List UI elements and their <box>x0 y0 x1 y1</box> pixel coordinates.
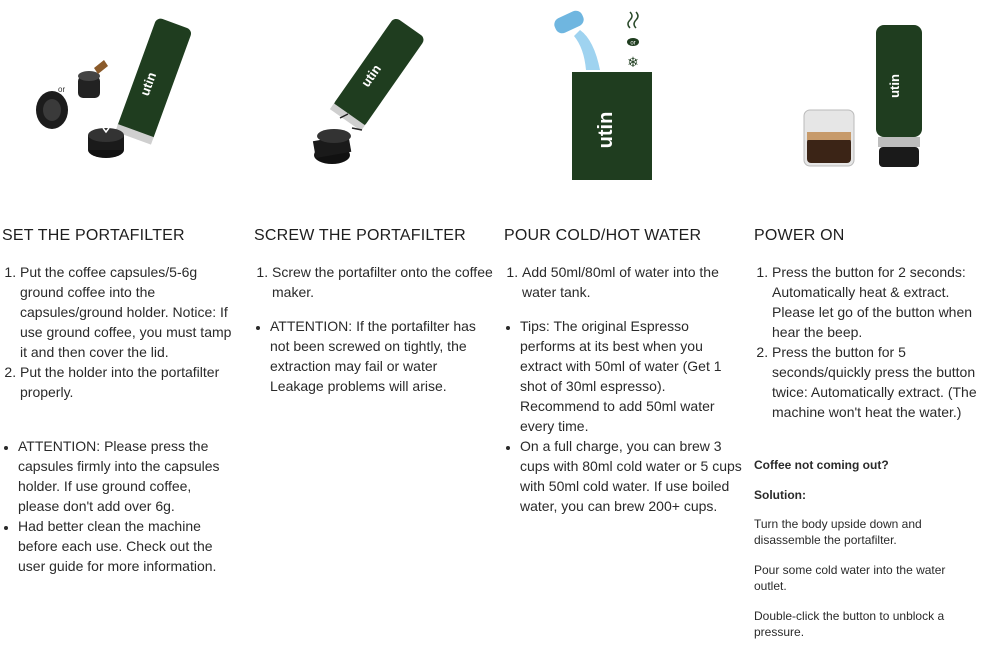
brand-logo: utin <box>595 111 617 149</box>
step-power-on <box>752 0 977 656</box>
list-item: 2. Put the holder into the portafilter properly. <box>20 362 238 402</box>
numbered-list <box>502 262 744 302</box>
numbered-list <box>252 262 494 302</box>
hot-cold-icons <box>627 12 639 71</box>
list-item: 1. Press the button for 2 seconds: Automatically heat & extract. Please let go of the button when hear the beep. <box>772 262 987 342</box>
troubleshoot-item: Pour some cold water into the water outlet. <box>754 563 946 593</box>
step-set-portafilter <box>0 0 240 656</box>
list-item: 1. Screw the portafilter onto the coffee maker. <box>272 262 494 302</box>
list-item: • Had better clean the machine before each use. Check out the user guide for more information. <box>18 516 236 576</box>
troubleshoot-solution-label: Solution: <box>754 488 806 502</box>
device-body-image <box>876 25 922 167</box>
or-label: or <box>58 85 66 94</box>
illustration-set-portafilter <box>0 0 240 200</box>
list-item: • ATTENTION: If the portafilter has not been screwed on tightly, the extraction may fail or water Leakage problems will arise. <box>270 316 492 396</box>
snowflake-icon: ❄ <box>627 55 639 71</box>
step-screw-portafilter <box>252 0 493 656</box>
svg-text:utin: utin <box>887 74 902 98</box>
troubleshoot-item: Turn the body upside down and disassemble the portafilter. <box>754 517 922 547</box>
list-item: • ATTENTION: Please press the capsules firmly into the capsules holder. If use ground coffee, please don't add over 6g. <box>18 436 236 516</box>
device-body-image <box>572 72 652 180</box>
list-item: 1. Put the coffee capsules/5-6g ground coffee into the capsules/ground holder. Notice: If use ground coffee, you must tamp it and then cover the lid. <box>20 262 238 362</box>
screw-illustration <box>252 0 487 200</box>
svg-text:utin: utin <box>136 70 160 98</box>
troubleshoot-question: Coffee not coming out? <box>754 458 889 472</box>
coffee-glass-image <box>804 110 854 166</box>
portafilter-image <box>313 129 351 164</box>
list-item: 2. Press the button for 5 seconds/quickly press the button twice: Automatically extract. (The machine won't heat the water.) <box>772 342 987 422</box>
bullet-list <box>0 436 236 576</box>
step-title: SCREW THE PORTAFILTER <box>254 227 466 244</box>
troubleshoot-item: Double-click the button to unblock a pressure. <box>754 609 945 639</box>
illustration-power-on <box>752 0 953 200</box>
device-body-image <box>115 17 192 145</box>
portafilter-image <box>88 128 124 158</box>
illustration-screw-portafilter <box>252 0 487 200</box>
device-body-image <box>330 17 426 131</box>
list-item: • On a full charge, you can brew 3 cups with 80ml cold water or 5 cups with 50ml cold water. If use boiled water, you can brew 200+ cups. <box>520 436 742 516</box>
steam-icon <box>628 12 638 28</box>
illustration-pour-water <box>502 0 738 200</box>
water-bottle-image <box>552 8 600 70</box>
list-item: • Tips: The original Espresso performs at its best when you extract with 50ml of water (Get 1 shot of 30ml espresso). Recommend to add 50ml water every time. <box>520 316 742 436</box>
bullet-list <box>252 316 492 396</box>
numbered-list <box>0 262 238 402</box>
capsule-holder-image <box>36 60 108 129</box>
bullet-list <box>502 316 742 516</box>
portafilter-parts-illustration <box>0 0 240 200</box>
power-on-illustration <box>752 0 953 200</box>
list-item: 1. Add 50ml/80ml of water into the water tank. <box>522 262 744 302</box>
step-title: POUR COLD/HOT WATER <box>504 227 702 244</box>
numbered-list <box>752 262 987 422</box>
pour-water-illustration <box>502 0 738 200</box>
step-pour-water <box>502 0 742 656</box>
step-title: SET THE PORTAFILTER <box>2 227 185 244</box>
or-label: or <box>630 40 636 47</box>
step-title: POWER ON <box>754 227 845 244</box>
svg-text:utin: utin <box>358 61 384 90</box>
